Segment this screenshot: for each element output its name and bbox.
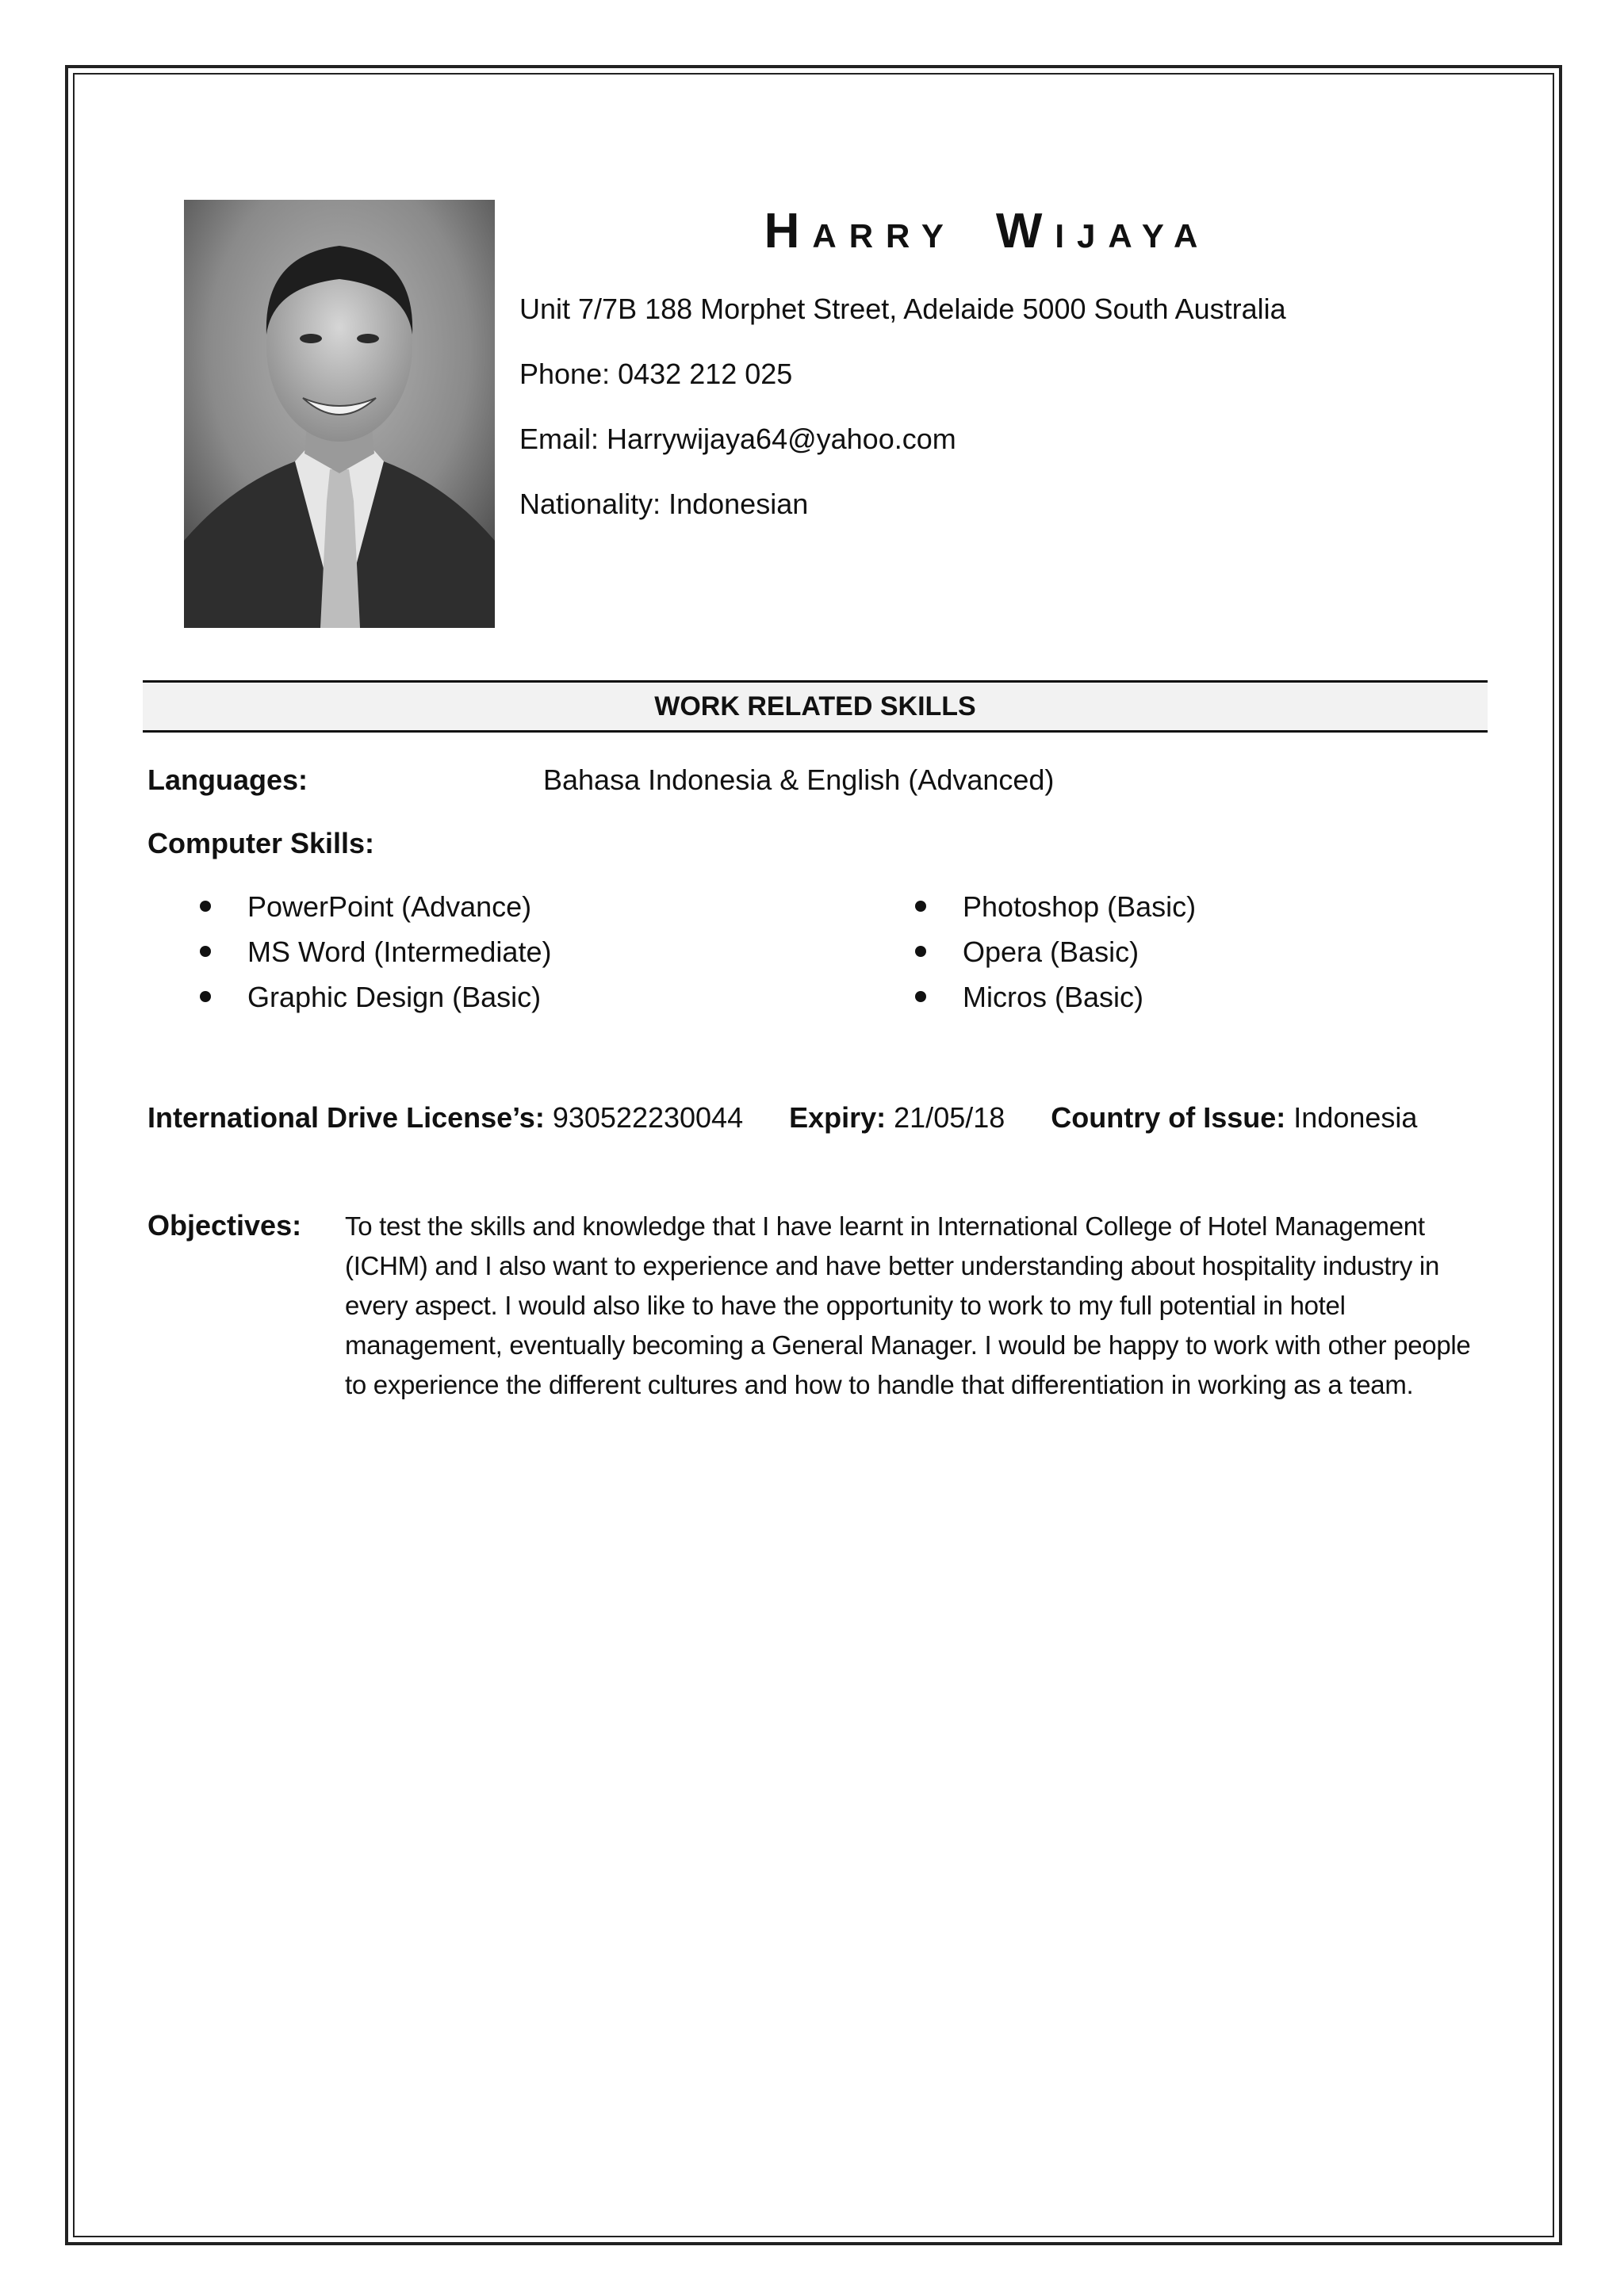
languages-value: Bahasa Indonesia & English (Advanced): [543, 763, 1055, 796]
license-value: 930522230044: [544, 1101, 744, 1134]
list-item: MS Word (Intermediate): [200, 935, 551, 980]
country-segment: [1051, 1101, 1417, 1134]
list-item: Photoshop (Basic): [915, 890, 1196, 935]
address-line: Unit 7/7B 188 Morphet Street, Adelaide 5000 South Australia: [519, 293, 1286, 325]
computer-skills-list-right: [915, 890, 1196, 1025]
bullet-icon: [915, 991, 926, 1002]
license-segment: [147, 1101, 743, 1134]
bullet-icon: [200, 991, 211, 1002]
nationality-line: Nationality: Indonesian: [519, 488, 809, 520]
profile-photo: [184, 200, 495, 628]
bullet-icon: [200, 946, 211, 957]
name-last: WIJAYA: [995, 204, 1211, 258]
bullet-icon: [200, 901, 211, 912]
candidate-name: [519, 200, 1455, 263]
computer-skills-list-left: [200, 890, 551, 1025]
license-label: International Drive License’s:: [147, 1101, 545, 1134]
bullet-icon: [915, 946, 926, 957]
list-item: PowerPoint (Advance): [200, 890, 551, 935]
country-value: Indonesia: [1285, 1101, 1418, 1134]
objectives-label: Objectives:: [147, 1209, 302, 1242]
portrait-image: [184, 200, 495, 628]
expiry-label: Expiry:: [789, 1101, 887, 1134]
phone-line: Phone: 0432 212 025: [519, 358, 793, 390]
license-row: [147, 1100, 1417, 1135]
expiry-value: 21/05/18: [886, 1101, 1005, 1134]
list-item: Opera (Basic): [915, 935, 1196, 980]
list-item: Micros (Basic): [915, 980, 1196, 1025]
languages-label: Languages:: [147, 763, 308, 796]
list-item: Graphic Design (Basic): [200, 980, 551, 1025]
computer-skills-label: Computer Skills:: [147, 827, 375, 859]
bullet-icon: [915, 901, 926, 912]
country-label: Country of Issue:: [1051, 1101, 1286, 1134]
email-line: Email: Harrywijaya64@yahoo.com: [519, 423, 956, 455]
expiry-segment: [789, 1101, 1005, 1134]
objectives-text: To test the skills and knowledge that I have learnt in International College of Hotel Management (ICHM) and I also want to experience and have better understanding about hospitality industry in every aspect. I would also like to have the opportunity to work to my full potential in hotel management, eventually becoming a General Manager. I would be happy to work with other people to experience the different cultures and how to handle that differentiation in working as a team.: [345, 1211, 1471, 1399]
work-related-skills-header: WORK RELATED SKILLS: [143, 680, 1488, 733]
name-first: HARRY: [764, 204, 956, 258]
